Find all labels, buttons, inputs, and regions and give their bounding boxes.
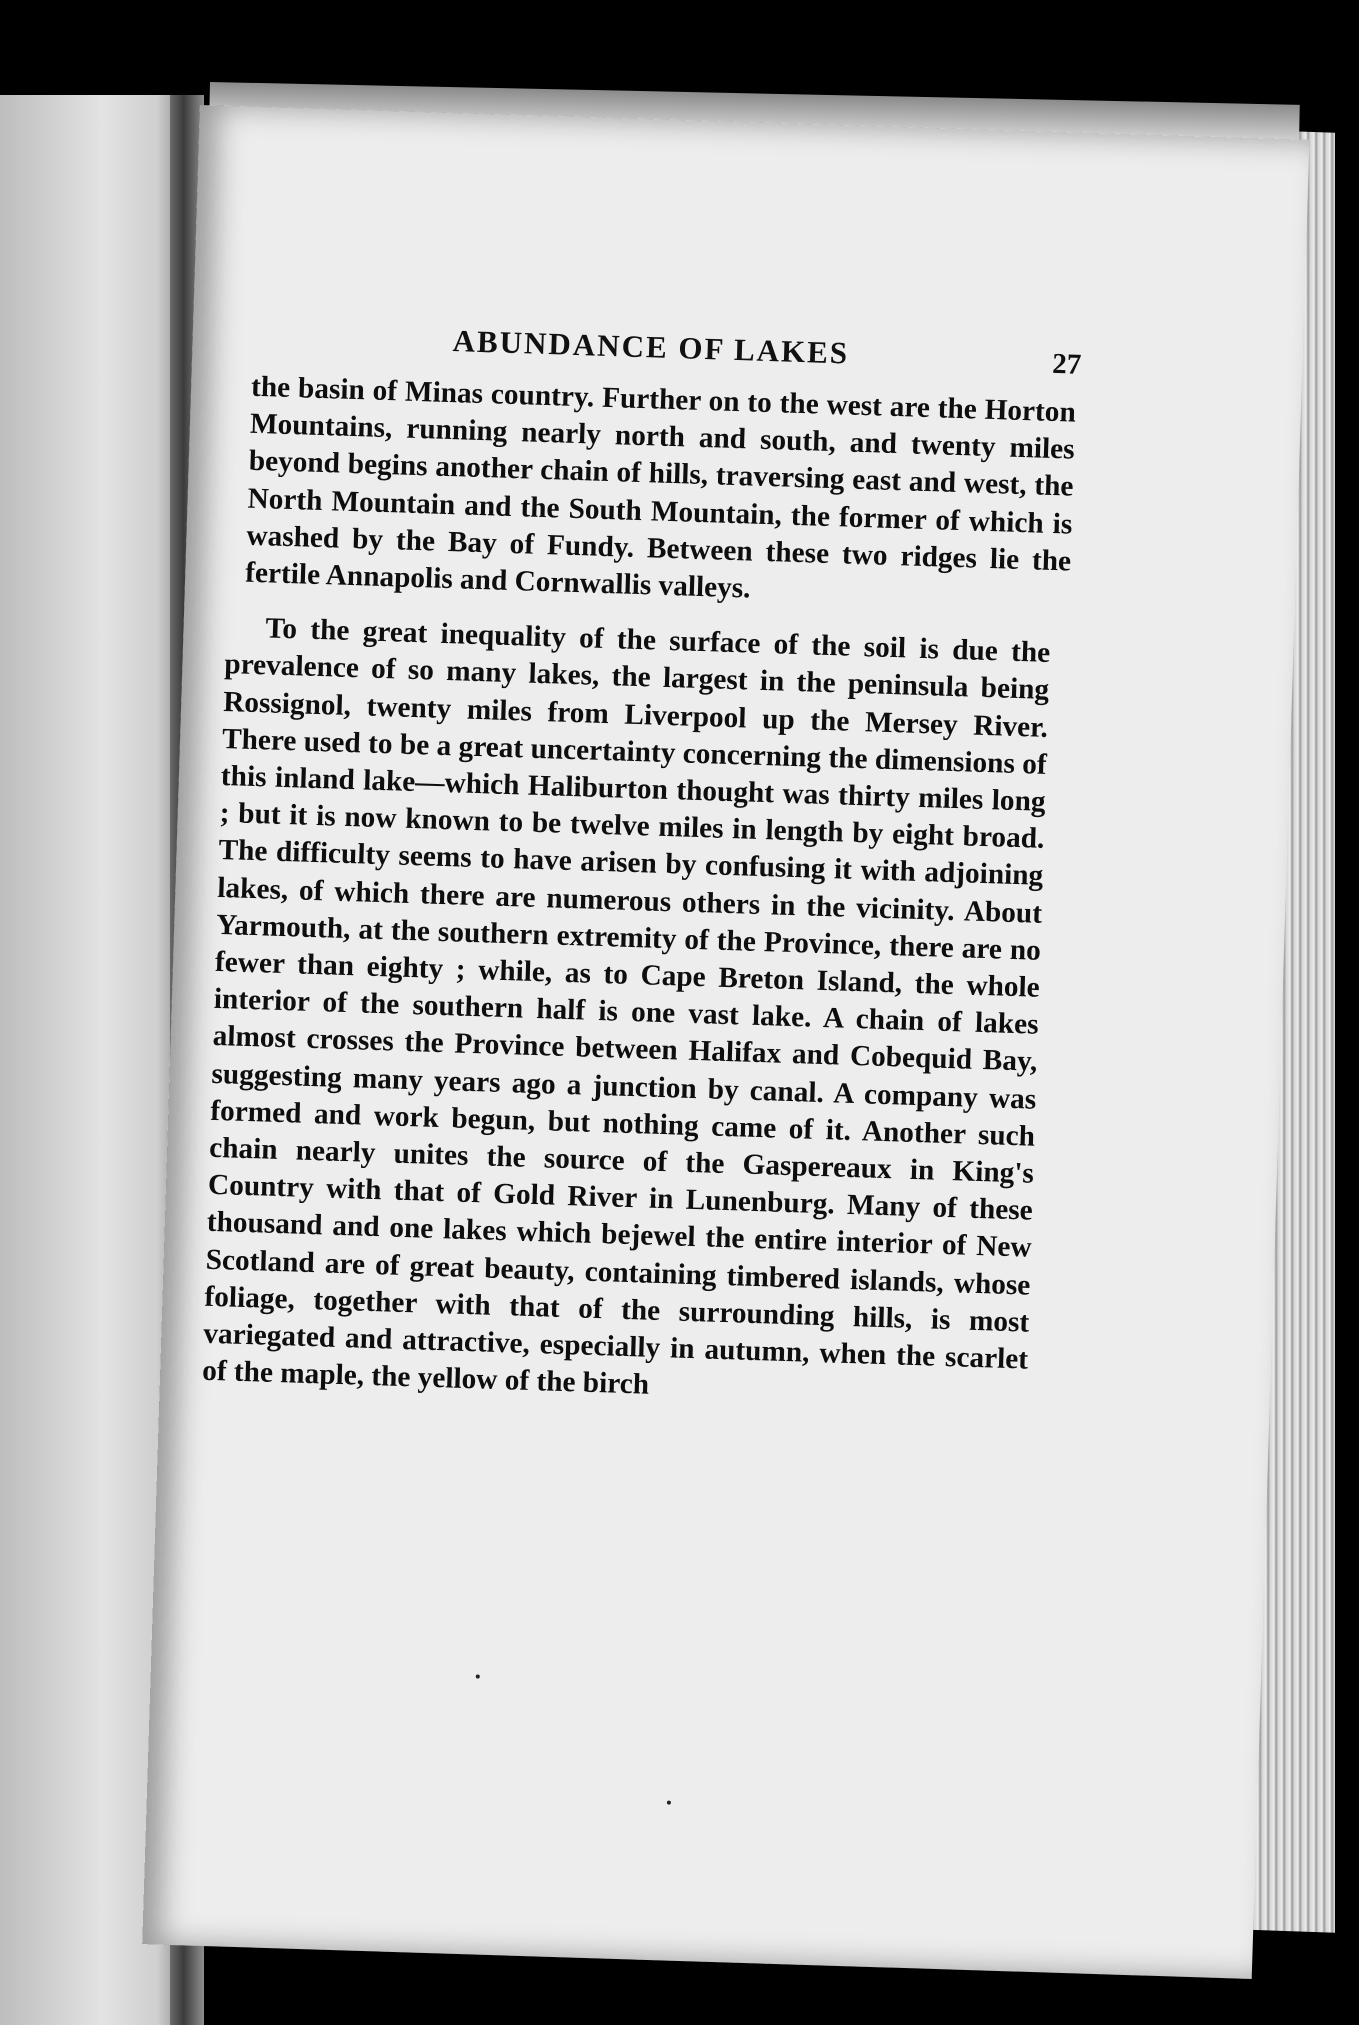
paragraph-2: To the great inequality of the surface of the soil is due the prevalence of so many lakes, the largest in the peninsula being Rossignol, twenty miles from Liverpool up the Mersey River. There used to be a great uncertainty concerning the dimensions of this inland lake—which Haliburton thought was thirty miles long ; but it is now known to be twelve miles in length by eight broad. The difficulty seems to have arisen by confusing it with adjoining lakes, of which there are numerous others in the vicinity. About Yarmouth, at the southern extremity of the Province, there are no fewer than eighty ; while, as to Cape Breton Island, the whole interior of the southern half is one vast lake. A chain of lakes almost crosses the Province between Halifax and Cobequid Bay, suggesting many years ago a junction by canal. A company was formed and work begun, but nothing came of it. Another such chain nearly unites the source of the Gaspereaux in King's Country with that of Gold River in Lunenburg. Many of these thousand and one lakes which bejewel the entire interior of New Scotland are of great beauty, containing timbered islands, whose foliage, together with that of the surrounding hills, is most variegated and attractive, especially in autumn, when the scarlet of the maple, the yellow of the birch — [201, 612, 1051, 1402]
running-head: ABUNDANCE OF LAKES — [452, 323, 850, 371]
print-speck — [476, 1674, 480, 1678]
page-body — [201, 369, 1077, 1417]
book-page — [142, 105, 1309, 1979]
page-number: 27 — [1051, 347, 1082, 381]
print-speck — [667, 1801, 671, 1805]
paragraph-1: the basin of Minas country. Further on to the west are the Horton Mountains, running nearly north and south, and twenty miles beyond begins another chain of hills, traversing east and west, the North Mountain and the South Mountain, the former of which is washed by the Bay of Fundy. Between these two ridges lie the fertile Annapolis and Cornwallis valleys. — [244, 370, 1077, 605]
